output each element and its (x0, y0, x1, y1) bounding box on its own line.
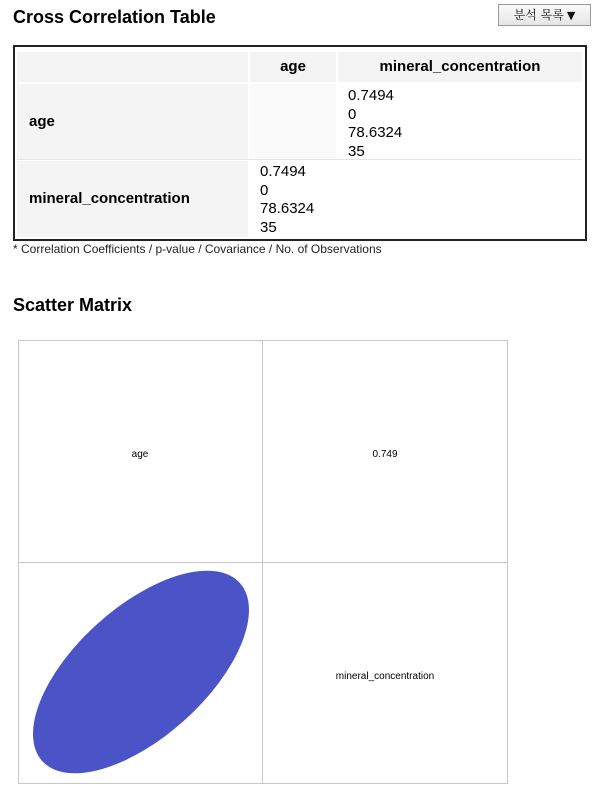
coefficient-value: 0.7494 (260, 163, 306, 180)
p-value: 0 (260, 181, 269, 199)
observations-count: 35 (260, 218, 277, 236)
diagonal-label-age: age (131, 449, 149, 460)
covariance-value: 78.6324 (260, 200, 315, 217)
correlation-ellipse (0, 535, 283, 799)
table-footnote: * Correlation Coefficients / p-value / Covariance / No. of Observations (13, 242, 382, 256)
scatter-matrix-title: Scatter Matrix (13, 295, 133, 315)
correlation-value-label: 0.749 (372, 449, 398, 460)
covariance-value: 78.6324 (348, 124, 403, 141)
column-header-age: age (250, 52, 336, 82)
observations-count: 35 (348, 142, 365, 160)
coefficient-value: 0.7494 (348, 87, 394, 104)
row-header-mineral-concentration-label: mineral_concentration (29, 190, 190, 207)
dropdown-arrow-icon: ▼ (566, 9, 576, 22)
diagonal-label-mineral-concentration: mineral_concentration (335, 671, 435, 682)
row-header-age-label: age (29, 113, 55, 130)
p-value: 0 (348, 105, 357, 123)
analysis-list-label: 분석 목록 (513, 8, 564, 22)
cross-correlation-title: Cross Correlation Table (13, 7, 216, 27)
column-header-mineral-concentration: mineral_concentration (338, 52, 582, 82)
